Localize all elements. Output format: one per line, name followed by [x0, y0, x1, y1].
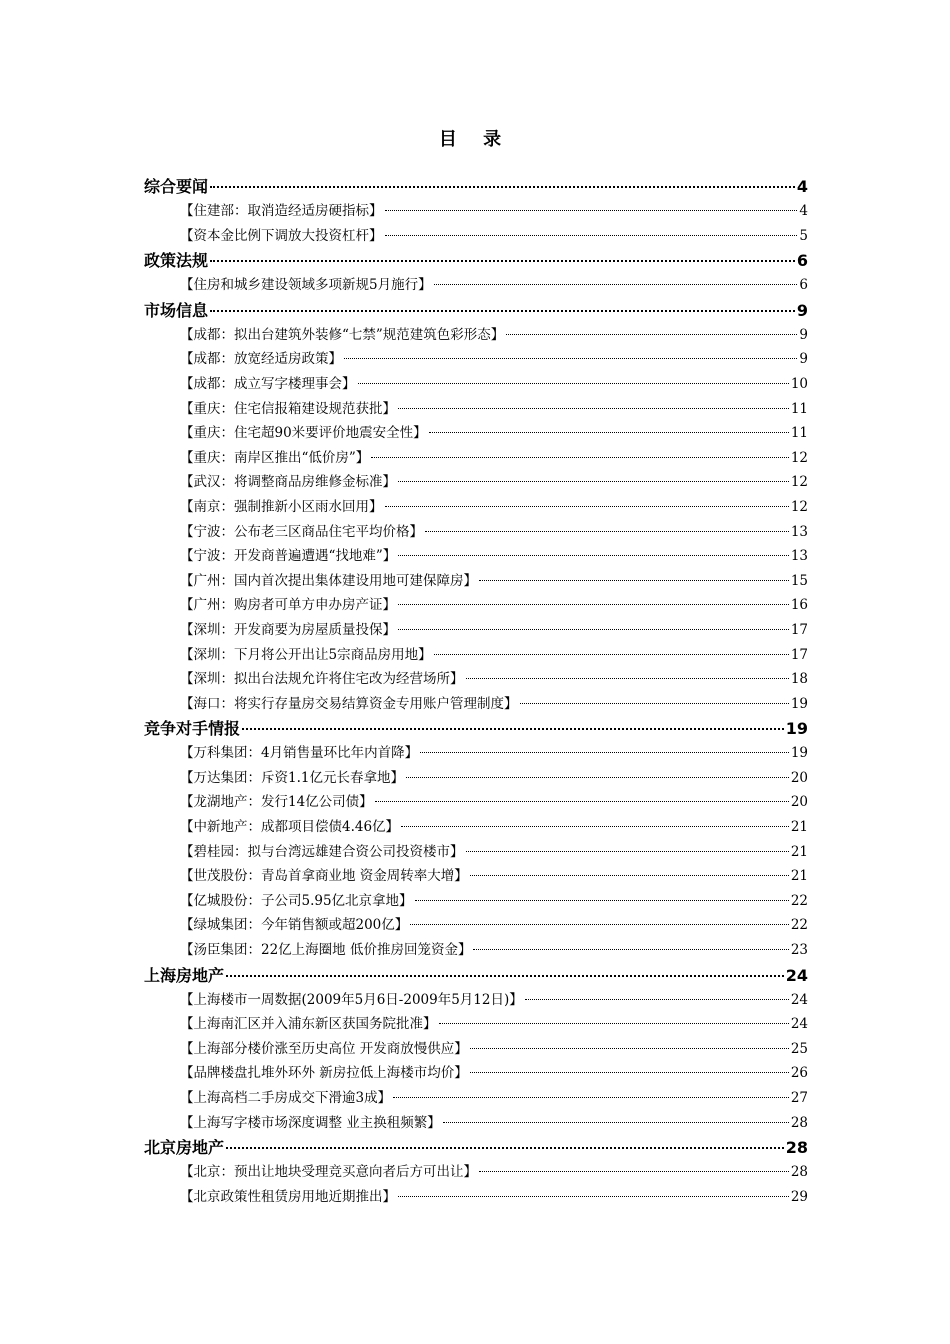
toc-entry-label: 【上海楼市一周数据(2009年5月6日-2009年5月12日)】 [180, 991, 523, 1008]
toc-item-entry[interactable] [144, 1012, 808, 1037]
toc-entry-label: 【宁波：开发商普遍遭遇“找地难”】 [180, 548, 397, 565]
toc-page-number: 12 [790, 474, 808, 491]
dot-leader [473, 949, 788, 950]
dot-leader [470, 875, 789, 876]
toc-page-number: 12 [790, 449, 808, 466]
dot-leader [525, 999, 789, 1000]
toc-entry-label: 北京房地产 [144, 1138, 225, 1158]
toc-page-number: 21 [790, 819, 808, 836]
toc-page-number: 13 [790, 523, 808, 540]
toc-item-entry[interactable] [144, 273, 808, 298]
toc-section-entry[interactable] [144, 716, 808, 741]
toc-item-entry[interactable] [144, 397, 808, 422]
toc-page-number: 18 [790, 671, 808, 688]
toc-page-number: 12 [790, 498, 808, 515]
toc-page-number: 4 [799, 203, 808, 219]
toc-page-number: 9 [799, 351, 808, 368]
toc-item-entry[interactable] [144, 544, 808, 569]
dot-leader [429, 432, 789, 433]
toc-item-entry[interactable] [144, 224, 808, 249]
dot-leader [210, 186, 795, 188]
dot-leader [443, 1122, 789, 1123]
toc-page-number: 5 [799, 227, 808, 244]
toc-item-entry[interactable] [144, 618, 808, 643]
toc-item-entry[interactable] [144, 913, 808, 938]
toc-entry-label: 【万科集团：4月销售量环比年内首降】 [180, 745, 419, 762]
toc-page-number: 21 [790, 843, 808, 860]
dot-leader [420, 752, 789, 753]
toc-item-entry[interactable] [144, 766, 808, 791]
toc-page-number: 22 [790, 892, 808, 909]
toc-entry-label: 【深圳：开发商要为房屋质量投保】 [180, 621, 396, 638]
dot-leader [434, 284, 798, 285]
toc-item-entry[interactable] [144, 199, 808, 224]
toc-item-entry[interactable] [144, 889, 808, 914]
toc-item-entry[interactable] [144, 1185, 808, 1210]
toc-item-entry[interactable] [144, 569, 808, 594]
dot-leader [398, 1196, 789, 1197]
dot-leader [479, 1171, 789, 1172]
toc-entry-label: 【重庆：住宅超90米要评价地震安全性】 [180, 425, 427, 442]
toc-item-entry[interactable] [144, 692, 808, 717]
toc-entry-label: 市场信息 [144, 300, 209, 320]
toc-entry-label: 【南京：强制推新小区雨水回用】 [180, 498, 383, 515]
dot-leader [466, 851, 789, 852]
toc-entry-label: 【宁波：公布老三区商品住宅平均价格】 [180, 523, 423, 540]
toc-item-entry[interactable] [144, 1086, 808, 1111]
toc-item-entry[interactable] [144, 593, 808, 618]
dot-leader [398, 408, 789, 409]
dot-leader [410, 924, 789, 925]
dot-leader [520, 703, 789, 704]
toc-entry-label: 综合要闻 [144, 177, 209, 196]
toc-section-entry[interactable] [144, 298, 808, 323]
toc-entry-label: 【亿城股份：子公司5.95亿北京拿地】 [180, 892, 413, 909]
toc-page-number: 11 [790, 425, 808, 442]
toc-item-entry[interactable] [144, 988, 808, 1013]
toc-entry-label: 【成都：拟出台建筑外装修“七禁”规范建筑色彩形态】 [180, 326, 505, 343]
toc-page-number: 6 [796, 251, 808, 271]
toc-item-entry[interactable] [144, 840, 808, 865]
dot-leader [439, 1023, 789, 1024]
toc-page-number: 26 [790, 1065, 808, 1082]
toc-entry-label: 【汤臣集团：22亿上海圈地 低价推房回笼资金】 [180, 942, 472, 959]
dot-leader [393, 1097, 789, 1098]
toc-item-entry[interactable] [144, 938, 808, 963]
toc-page-number: 20 [790, 794, 808, 811]
toc-page-number: 28 [790, 1114, 808, 1131]
toc-page-number: 19 [785, 719, 808, 739]
toc-entry-label: 【万达集团：斥资1.1亿元长春拿地】 [180, 769, 404, 786]
dot-leader [434, 654, 789, 655]
toc-page-number: 24 [790, 991, 808, 1008]
dot-leader [385, 235, 798, 236]
toc-entry-label: 【深圳：下月将公开出让5宗商品房用地】 [180, 646, 432, 663]
toc-item-entry[interactable] [144, 421, 808, 446]
dot-leader [385, 210, 798, 211]
toc-item-entry[interactable] [144, 741, 808, 766]
dot-leader [479, 580, 789, 581]
toc-page-number: 9 [796, 300, 808, 320]
dot-leader [415, 900, 789, 901]
toc-entry-label: 【中新地产：成都项目偿债4.46亿】 [180, 819, 400, 836]
toc-page-number: 20 [790, 769, 808, 786]
toc-entry-label: 【龙湖地产：发行14亿公司债】 [180, 794, 373, 811]
toc-entry-label: 【上海高档二手房成交下滑逾3成】 [180, 1090, 392, 1106]
toc-item-entry[interactable] [144, 1061, 808, 1086]
toc-page-number: 4 [796, 177, 808, 196]
toc-item-entry[interactable] [144, 495, 808, 520]
toc-entry-label: 竞争对手情报 [144, 719, 241, 739]
dot-leader [406, 777, 789, 778]
toc-section-entry[interactable] [144, 174, 808, 199]
dot-leader [210, 260, 795, 262]
dot-leader [466, 678, 789, 679]
toc-page-number: 25 [790, 1040, 808, 1057]
toc-item-entry[interactable] [144, 470, 808, 495]
toc-entry-label: 【武汉：将调整商品房维修金标准】 [180, 474, 396, 491]
toc-page-number: 24 [785, 965, 808, 985]
toc-entry-label: 【上海写字楼市场深度调整 业主换租频繁】 [180, 1114, 441, 1131]
toc-entry-label: 【住房和城乡建设领域多项新规5月施行】 [180, 277, 432, 294]
toc-entry-label: 【北京政策性租赁房用地近期推出】 [180, 1188, 396, 1205]
dot-leader [398, 555, 789, 556]
toc-item-entry[interactable] [144, 1160, 808, 1185]
toc-page-number: 27 [790, 1090, 808, 1106]
toc-page-number: 17 [790, 646, 808, 663]
toc-entry-label: 【北京：预出让地块受理竞买意向者后方可出让】 [180, 1164, 477, 1181]
toc-item-entry[interactable] [144, 1111, 808, 1136]
toc-entry-label: 【重庆：南岸区推出“低价房”】 [180, 449, 370, 466]
toc-item-entry[interactable] [144, 790, 808, 815]
toc-entry-label: 【重庆：住宅信报箱建设规范获批】 [180, 400, 396, 417]
toc-entry-label: 【广州：国内首次提出集体建设用地可建保障房】 [180, 572, 477, 589]
toc-entry-label: 【成都：放宽经适房政策】 [180, 351, 342, 368]
toc-item-entry[interactable] [144, 864, 808, 889]
dot-leader [375, 801, 789, 802]
toc-page-number: 10 [790, 375, 808, 392]
toc-item-entry[interactable] [144, 323, 808, 348]
table-of-contents [144, 174, 808, 1209]
toc-entry-label: 【深圳：拟出台法规允许将住宅改为经营场所】 [180, 671, 464, 688]
dot-leader [425, 531, 789, 532]
toc-page-number: 19 [790, 695, 808, 712]
dot-leader [242, 728, 784, 730]
toc-page-number: 15 [790, 572, 808, 589]
toc-page-number: 21 [790, 868, 808, 885]
toc-page-number: 22 [790, 917, 808, 934]
toc-entry-label: 【资本金比例下调放大投资杠杆】 [180, 227, 383, 244]
dot-leader [226, 975, 784, 977]
toc-entry-label: 【世茂股份：青岛首拿商业地 资金周转率大增】 [180, 868, 468, 885]
toc-page-number: 24 [790, 1016, 808, 1033]
toc-page-number: 6 [799, 277, 808, 294]
toc-page-number: 13 [790, 548, 808, 565]
toc-page-number: 17 [790, 621, 808, 638]
toc-page-number: 23 [790, 942, 808, 959]
toc-item-entry[interactable] [144, 347, 808, 372]
toc-page-number: 9 [799, 326, 808, 343]
toc-item-entry[interactable] [144, 643, 808, 668]
toc-item-entry[interactable] [144, 667, 808, 692]
dot-leader [506, 334, 797, 335]
toc-entry-label: 【广州：购房者可单方申办房产证】 [180, 597, 396, 614]
toc-page-number: 28 [790, 1164, 808, 1181]
toc-item-entry[interactable] [144, 446, 808, 471]
dot-leader [358, 383, 789, 384]
dot-leader [398, 481, 789, 482]
dot-leader [210, 310, 795, 312]
toc-page-number: 29 [790, 1188, 808, 1205]
dot-leader [470, 1048, 789, 1049]
toc-entry-label: 上海房地产 [144, 965, 225, 985]
toc-section-entry[interactable] [144, 248, 808, 273]
toc-item-entry[interactable] [144, 815, 808, 840]
toc-page-number: 16 [790, 597, 808, 614]
toc-entry-label: 【碧桂园：拟与台湾远雄建合资公司投资楼市】 [180, 843, 464, 860]
toc-entry-label: 【住建部：取消造经适房硬指标】 [180, 203, 383, 219]
dot-leader [470, 1072, 789, 1073]
toc-entry-label: 【绿城集团：今年销售额或超200亿】 [180, 917, 409, 934]
toc-entry-label: 【成都：成立写字楼理事会】 [180, 375, 356, 392]
dot-leader [344, 358, 797, 359]
toc-section-entry[interactable] [144, 1135, 808, 1160]
toc-section-entry[interactable] [144, 963, 808, 988]
toc-item-entry[interactable] [144, 372, 808, 397]
toc-page-number: 11 [790, 400, 808, 417]
dot-leader [398, 629, 789, 630]
dot-leader [398, 604, 789, 605]
toc-entry-label: 政策法规 [144, 251, 209, 271]
dot-leader [371, 457, 789, 458]
toc-page-number: 28 [785, 1138, 808, 1158]
toc-page-number: 19 [790, 745, 808, 762]
toc-entry-label: 【上海南汇区并入浦东新区获国务院批准】 [180, 1016, 437, 1033]
toc-item-entry[interactable] [144, 1037, 808, 1062]
dot-leader [226, 1147, 784, 1149]
toc-entry-label: 【海口：将实行存量房交易结算资金专用账户管理制度】 [180, 695, 518, 712]
toc-entry-label: 【上海部分楼价涨至历史高位 开发商放慢供应】 [180, 1040, 468, 1057]
dot-leader [385, 506, 789, 507]
dot-leader [401, 826, 789, 827]
page-title: 目 录 [438, 129, 512, 150]
toc-item-entry[interactable] [144, 520, 808, 545]
toc-entry-label: 【品牌楼盘扎堆外环外 新房拉低上海楼市均价】 [180, 1065, 468, 1082]
